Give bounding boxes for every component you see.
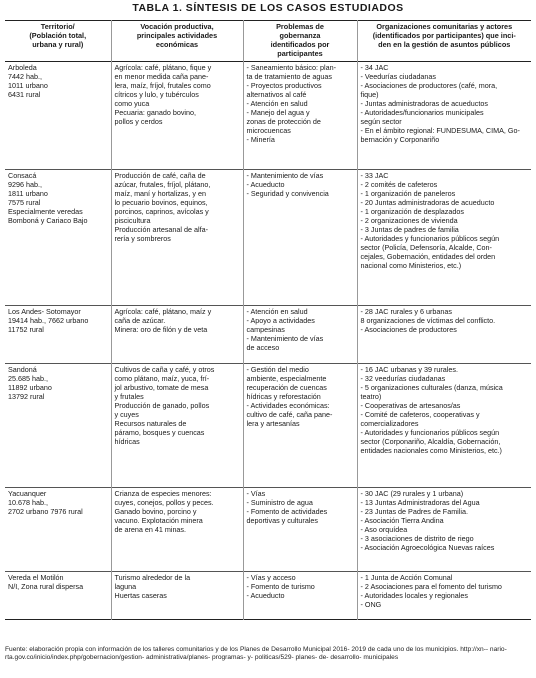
table-title: TABLA 1. SÍNTESIS DE LOS CASOS ESTUDIADOS [132,2,404,14]
cell-organizations: - 1 Junta de Acción Comunal - 2 Asociaciones para el fomento del turismo - Autoridades locales y regionales - ONG [357,572,531,620]
cell-organizations: - 33 JAC - 2 comités de cafeteros - 1 organización de paneleros - 20 Juntas administradoras de acueducto - 1 organización de desplazados - 2 organizaciones de vivienda - 3 Juntas de padres de familia - Autoridades y funcionarios públicos según sector (Policía, Defensoría, Alcalde, Con- cejales, Gobernación, entidades del orden nacional como Ministerios, etc.) [357,170,531,306]
cell-territory: Yacuanquer 10.678 hab., 2702 urbano 7976 rural [8,489,83,516]
cell-problems: - Vías - Suministro de agua - Fomento de actividades deportivas y culturales [243,488,357,572]
table-row [5,364,531,488]
cell-problems: - Gestión del medio ambiente, especialmente recuperación de cuencas hídricas y reforestación - Actividades económicas: cultivo de café, caña pane- lera y artesanías [243,364,357,488]
cell-territory: Sandoná 25.685 hab., 11892 urbano 13792 rural [8,365,52,401]
cell-problems: - Vías y acceso - Fomento de turismo - Acueducto [243,572,357,620]
cell-organizations: - 16 JAC urbanas y 39 rurales. - 32 veedurías ciudadanas - 5 organizaciones culturales (danza, música teatro) - Cooperativas de artesanos/as - Comité de cafeteros, cooperativas y comercializadores - Autoridades y funcionarios públicos según sector (Corponariño, Alcaldía, Gobernación, entidades nacionales como Ministerios, etc.) [357,364,531,488]
cell-organizations: - 34 JAC - Veedurías ciudadanas - Asociaciones de productores (café, mora, fique) - Juntas administradoras de acueductos - Autoridades/funcionarios municipales según sector - En el ámbito regional: FUNDESUMA, CIMA, Go- bernación y Corponariño [357,62,531,170]
cell-economy: Turismo alrededor de la laguna Huertas caseras [111,572,243,620]
header-problems: Problemas de gobernanza identificados por participantes [243,21,357,62]
table-row [5,62,531,170]
header-territory: Territorio/ (Población total, urbana y rural) [29,22,87,49]
cell-economy: Producción de café, caña de azúcar, frutales, fríjol, plátano, maíz, maní y hortalizas, y en lo pecuario bovinos, equinos, porcinos, caprinos, avícolas y piscicultura Producción artesanal de alfa- rería y sombreros [111,170,243,306]
table-row [5,572,531,620]
header-economy: Vocación productiva, principales actividades económicas [111,21,243,62]
table-row [5,170,531,306]
table-row [5,488,531,572]
source-note: Fuente: elaboración propia con información de los talleres comunitarios y de los Planes de Desarrollo Municipal 2016- 2019 de cada uno de los municipios. http://xn-- nario- rta.gov.co/inicio/index.php/gobernacion/gestion- administrativa/planes- programas- y- politicas/529- planes- de- desarrollo- municipales [5,646,507,661]
cell-problems: - Atención en salud - Apoyo a actividades campesinas - Mantenimiento de vías de acceso [243,306,357,364]
summary-table [5,20,531,620]
table-row [5,306,531,364]
cell-organizations: - 30 JAC (29 rurales y 1 urbana) - 13 Juntas Administradoras del Agua - 23 Juntas de Padres de Familia. - Asociación Tierra Andina - Aso orquídea - 3 asociaciones de distrito de riego - Asociación Agroecológica Nuevas raíces [357,488,531,572]
cell-organizations: - 28 JAC rurales y 6 urbanas 8 organizaciones de víctimas del conflicto. - Asociaciones de productores [357,306,531,364]
cell-territory: Arboleda 7442 hab., 1011 urbano 6431 rural [8,63,48,99]
cell-economy: Crianza de especies menores: cuyes, conejos, pollos y peces. Ganado bovino, porcino y vacuno. Explotación minera de arena en 41 minas. [111,488,243,572]
cell-territory: Los Andes- Sotomayor 19414 hab., 7662 urbano 11752 rural [8,307,89,334]
cell-problems: - Saneamiento básico: plan- ta de tratamiento de aguas - Proyectos productivos alternativos al café - Atención en salud - Manejo del agua y zonas de protección de microcuencas - Minería [243,62,357,170]
header-organizations: Organizaciones comunitarias y actores (identificados por participantes) que inci- den en la gestión de asuntos públicos [357,21,531,62]
cell-economy: Cultivos de caña y café, y otros como plátano, maíz, yuca, frí- jol arbustivo, tomate de mesa y frutales Producción de ganado, pollos y cuyes Recursos naturales de páramo, bosques y cuencas hídricas [111,364,243,488]
cell-economy: Agrícola: café, plátano, maíz y caña de azúcar. Minera: oro de filón y de veta [111,306,243,364]
cell-territory: Vereda el Motilón N/I, Zona rural dispersa [8,573,84,591]
cell-economy: Agrícola: café, plátano, fique y en menor medida caña pane- lera, maíz, fríjol, frutales como cítricos y lulo, y tubérculos como yuca Pecuaria: ganado bovino, pollos y cerdos [111,62,243,170]
cell-problems: - Mantenimiento de vías - Acueducto - Seguridad y convivencia [243,170,357,306]
cell-territory: Consacá 9296 hab., 1811 urbano 7575 rural Especialmente veredas Bomboná y Cariaco Bajo [8,171,88,225]
table-header-row [5,21,531,62]
